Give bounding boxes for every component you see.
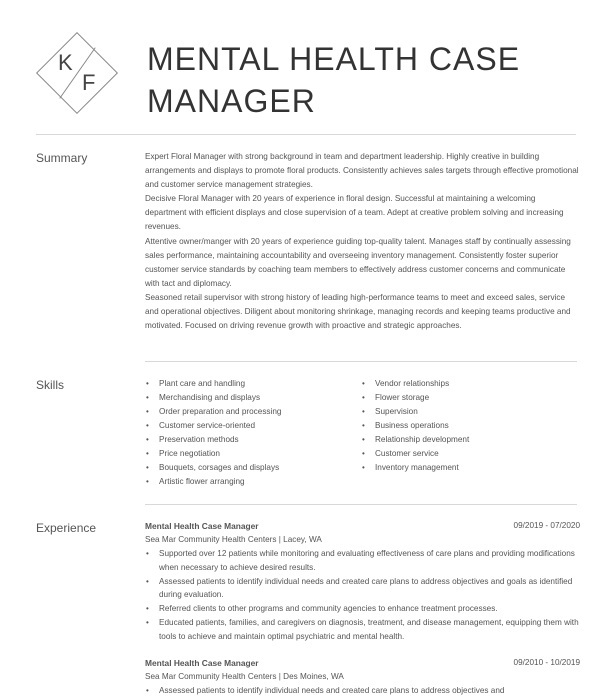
- monogram-first-initial: K: [58, 50, 73, 75]
- skill-item: • Price negotiation: [145, 447, 281, 461]
- job-bullets: [145, 547, 585, 644]
- skill-item: • Supervision: [361, 405, 469, 419]
- job-dates: 09/2010 - 10/2019: [513, 658, 580, 667]
- job-bullet: • Assessed patients to identify individual needs and created care plans to address objectives and goals as identified during evaluation.: [145, 575, 585, 603]
- skills-column-right: [361, 377, 469, 475]
- resume-title-line2: MANAGER: [147, 83, 316, 119]
- summary-paragraph: Seasoned retail supervisor with strong history of leading high-performance teams to meet and exceed sales, service and operational objectives. Diligent about monitoring shrinkage, managing records and keeping teams productive and motivated. Focused on driving revenue growth with proactive and strategic approaches.: [145, 292, 571, 331]
- skill-item: • Preservation methods: [145, 433, 281, 447]
- skill-item: • Inventory management: [361, 461, 469, 475]
- job-company: Sea Mar Community Health Centers | Des Moines, WA: [145, 672, 344, 681]
- experience-heading: Experience: [36, 521, 97, 535]
- skills-column-left: [145, 377, 281, 489]
- job-title: Mental Health Case Manager: [145, 658, 259, 668]
- summary-paragraph: Decisive Floral Manager with 20 years of experience in floral design. Successful at maintaining a welcoming department with efficient displays and close supervision of a team. Adept at creative problem solving and increasing revenues.: [145, 194, 564, 232]
- skill-item: • Customer service: [361, 447, 469, 461]
- skills-heading: Skills: [36, 378, 65, 392]
- monogram-second-initial: F: [82, 70, 96, 95]
- skill-item: • Vendor relationships: [361, 377, 469, 391]
- job-bullet: • Assessed patients to identify individual needs and created care plans to address objectives and: [145, 684, 585, 698]
- skill-item: • Relationship development: [361, 433, 469, 447]
- skill-item: • Merchandising and displays: [145, 391, 281, 405]
- job-company: Sea Mar Community Health Centers | Lacey, WA: [145, 535, 322, 544]
- job-title: Mental Health Case Manager: [145, 521, 259, 531]
- monogram-logo: [36, 32, 118, 114]
- skill-item: • Order preparation and processing: [145, 405, 281, 419]
- summary-heading: Summary: [36, 151, 88, 165]
- skill-item: • Customer service-oriented: [145, 419, 281, 433]
- experience-entry: [145, 519, 585, 644]
- job-bullets: [145, 684, 585, 698]
- summary-text: [145, 150, 579, 333]
- job-dates: 09/2019 - 07/2020: [513, 521, 580, 530]
- experience-entry: [145, 656, 585, 698]
- skill-item: • Business operations: [361, 419, 469, 433]
- job-bullet: • Referred clients to other programs and community agencies to enhance treatment processes.: [145, 602, 585, 616]
- skill-item: • Artistic flower arranging: [145, 475, 281, 489]
- job-bullet: • Supported over 12 patients while monitoring and evaluating effectiveness of care plans and providing modifications when necessary to achieve desired results.: [145, 547, 585, 575]
- header-divider: [36, 134, 576, 135]
- summary-paragraph: Expert Floral Manager with strong background in team and department leadership. Highly creative in building arrangements and displays to promote floral products. Consistently achieves sales targets through effective promotional and customer service management strategies.: [145, 152, 579, 190]
- summary-divider: [145, 361, 577, 362]
- job-bullet: • Educated patients, families, and caregivers on diagnosis, treatment, and disease management, equipping them with tools to achieve and maintain optimal psychiatric and mental health.: [145, 616, 585, 644]
- resume-title: [147, 38, 587, 122]
- skill-item: • Flower storage: [361, 391, 469, 405]
- skill-item: • Bouquets, corsages and displays: [145, 461, 281, 475]
- skill-item: • Plant care and handling: [145, 377, 281, 391]
- resume-title-line1: MENTAL HEALTH CASE: [147, 41, 521, 77]
- skills-divider: [145, 504, 577, 505]
- summary-paragraph: Attentive owner/manger with 20 years of experience guiding top-quality talent. Manages staff by continually assessing sales performance, maintaining accountability and overseeing inventory management. Consistently foster superior customer service standards by coaching team members to effectively address customer concerns and communicate with tact and diplomacy.: [145, 236, 571, 288]
